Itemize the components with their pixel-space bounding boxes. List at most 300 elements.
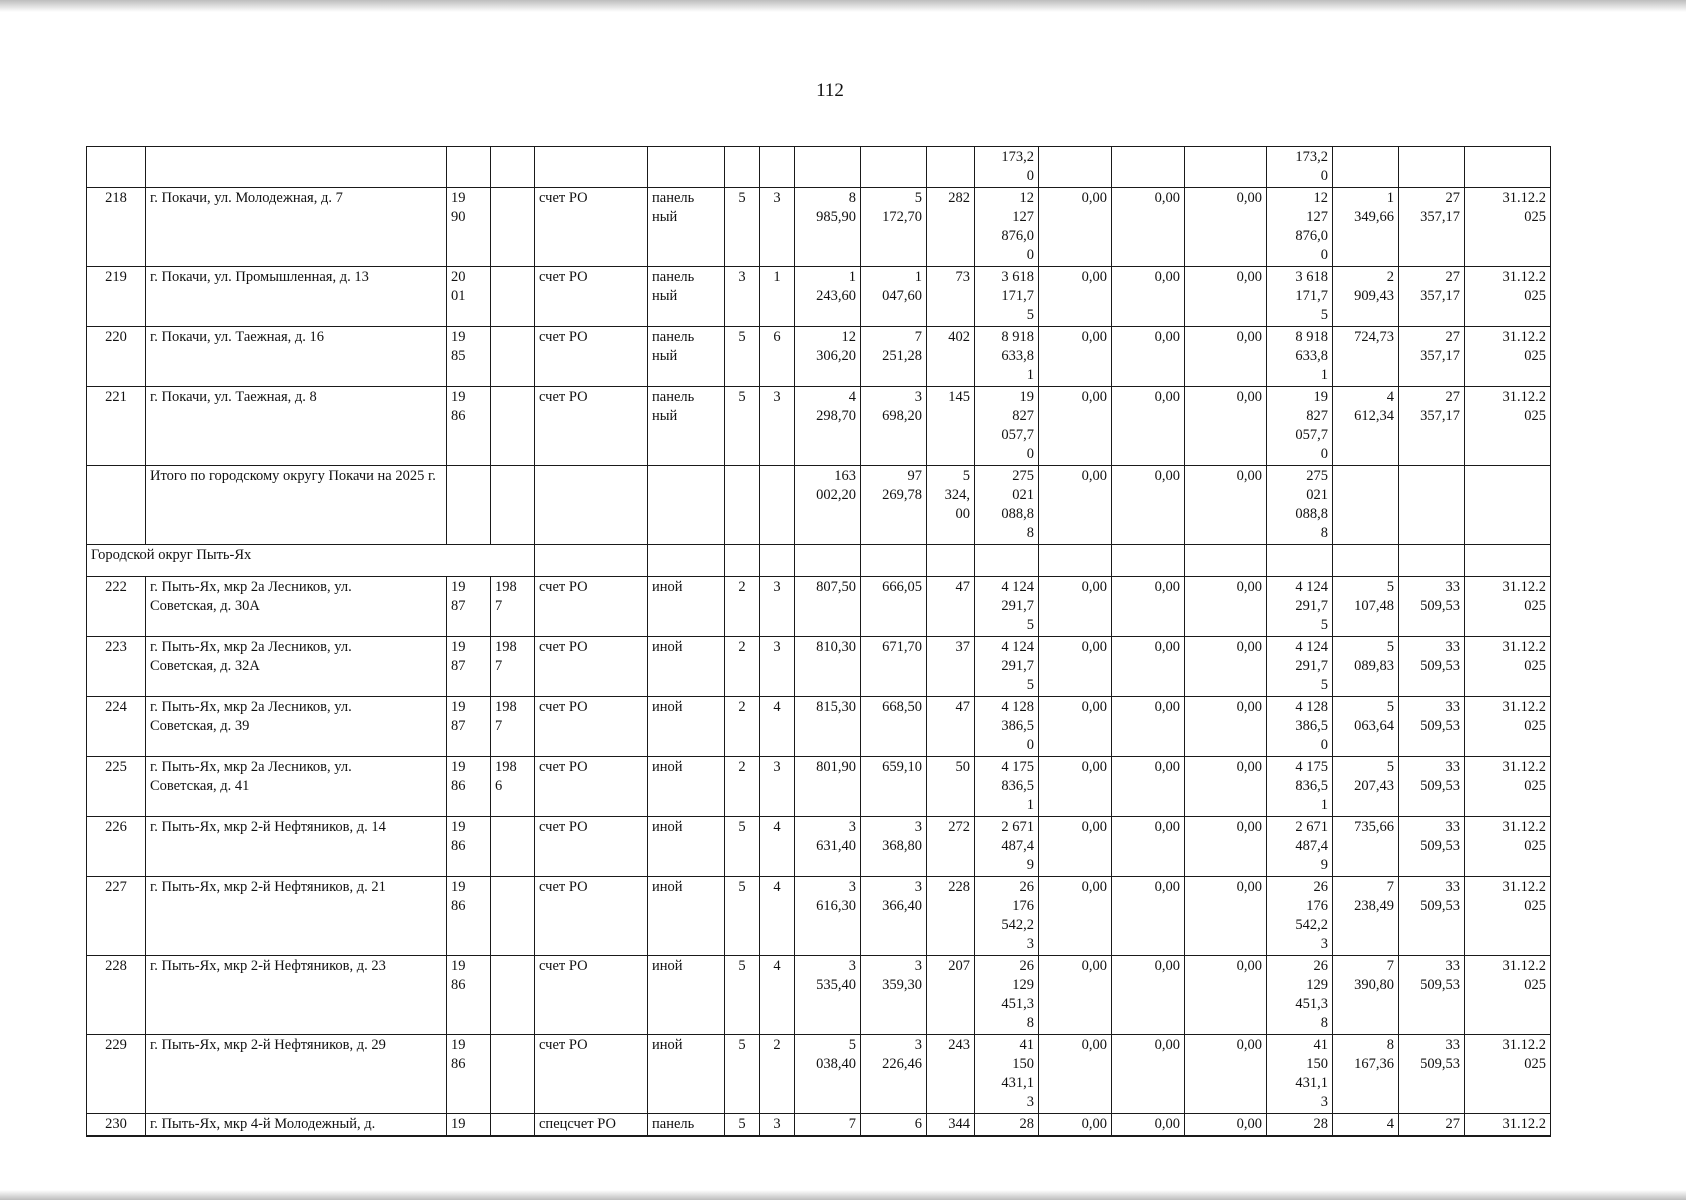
- cell-deadline: 31.12.2: [1465, 1114, 1551, 1137]
- cell-fund-method: счет РО: [535, 817, 648, 877]
- capital-repair-table: [86, 146, 1551, 1137]
- cell-address: г. Пыть-Ях, мкр 2-й Нефтяников, д. 29: [146, 1035, 447, 1114]
- cell-cost-federal: 0,00: [1039, 757, 1112, 817]
- cell-cost-federal: 0,00: [1039, 466, 1112, 545]
- cell-residential-area: 1 047,60: [861, 267, 927, 327]
- cell-wall-material: панель ный: [648, 188, 725, 267]
- cell-num: 230: [87, 1114, 146, 1137]
- cell-wall-material: иной: [648, 697, 725, 757]
- section-row: [87, 545, 1551, 577]
- cell-cost-owners: 26 129 451,3 8: [1267, 956, 1333, 1035]
- cell-wall-material: панель ный: [648, 327, 725, 387]
- cell-residents: 228: [927, 877, 975, 956]
- cell-limit-cost: 33 509,53: [1399, 577, 1465, 637]
- cell-residents: 402: [927, 327, 975, 387]
- cell-num: 218: [87, 188, 146, 267]
- table-body: [87, 147, 1551, 1137]
- cell-floors: [725, 147, 760, 188]
- cell-unit-cost: 7 390,80: [1333, 956, 1399, 1035]
- cell-residential-area: 3 359,30: [861, 956, 927, 1035]
- cell-cost-local: 0,00: [1185, 1035, 1267, 1114]
- cell-year-commission: [491, 956, 535, 1035]
- cell-cost-federal: 0,00: [1039, 267, 1112, 327]
- cell-fund-method: [535, 147, 648, 188]
- cell-cost-regional: 0,00: [1112, 466, 1185, 545]
- section-title: Городской округ Пыть-Ях: [87, 545, 535, 577]
- cell-floors: 5: [725, 817, 760, 877]
- cell-deadline: 31.12.2 025: [1465, 956, 1551, 1035]
- cell-residents: 50: [927, 757, 975, 817]
- cell-year-built: 19 87: [447, 577, 491, 637]
- cell-wall-material: иной: [648, 577, 725, 637]
- empty-cell: [1112, 545, 1185, 577]
- cell-cost-federal: 0,00: [1039, 1035, 1112, 1114]
- cell-address: г. Пыть-Ях, мкр 2-й Нефтяников, д. 21: [146, 877, 447, 956]
- cell-total-area: 1 243,60: [795, 267, 861, 327]
- cell-wall-material: [648, 147, 725, 188]
- cell-total-area: 3 616,30: [795, 877, 861, 956]
- cell-entrances: 4: [760, 817, 795, 877]
- cell-cost-owners: 12 127 876,0 0: [1267, 188, 1333, 267]
- cell-floors: 2: [725, 757, 760, 817]
- cell-residential-area: 671,70: [861, 637, 927, 697]
- cell-fund-method: счет РО: [535, 697, 648, 757]
- empty-cell: [861, 545, 927, 577]
- cell-year-built: 19 90: [447, 188, 491, 267]
- cell-floors: 5: [725, 877, 760, 956]
- cell-residents: 282: [927, 188, 975, 267]
- empty-cell: [87, 466, 146, 545]
- cell-total-cost: 26 176 542,2 3: [975, 877, 1039, 956]
- table-row: [87, 267, 1551, 327]
- cell-deadline: 31.12.2 025: [1465, 877, 1551, 956]
- cell-num: 224: [87, 697, 146, 757]
- cell-cost-owners: 41 150 431,1 3: [1267, 1035, 1333, 1114]
- cell-cost-regional: 0,00: [1112, 817, 1185, 877]
- cell-residential-area: 3 698,20: [861, 387, 927, 466]
- cell-total-area: 8 985,90: [795, 188, 861, 267]
- cell-wall-material: панель ный: [648, 387, 725, 466]
- cell-total-area: 3 535,40: [795, 956, 861, 1035]
- cell-residential-area: 3 368,80: [861, 817, 927, 877]
- cell-unit-cost: 2 909,43: [1333, 267, 1399, 327]
- cell-residents: 145: [927, 387, 975, 466]
- cell-num: 219: [87, 267, 146, 327]
- empty-cell: [1267, 545, 1333, 577]
- cell-limit-cost: 27 357,17: [1399, 327, 1465, 387]
- empty-cell: [1399, 545, 1465, 577]
- cell-residential-area: [861, 147, 927, 188]
- cell-total-cost: 12 127 876,0 0: [975, 188, 1039, 267]
- cell-fund-method: счет РО: [535, 956, 648, 1035]
- cell-entrances: 6: [760, 327, 795, 387]
- cell-floors: 5: [725, 327, 760, 387]
- cell-limit-cost: 27 357,17: [1399, 387, 1465, 466]
- cell-deadline: 31.12.2 025: [1465, 387, 1551, 466]
- cell-cost-local: [1185, 147, 1267, 188]
- cell-year-built: 19 85: [447, 327, 491, 387]
- cell-num: 222: [87, 577, 146, 637]
- cell-deadline: 31.12.2 025: [1465, 188, 1551, 267]
- cell-cost-federal: [1039, 147, 1112, 188]
- cell-deadline: 31.12.2 025: [1465, 637, 1551, 697]
- cell-num: 220: [87, 327, 146, 387]
- empty-cell: [535, 545, 648, 577]
- cell-total-area: [795, 147, 861, 188]
- cell-wall-material: иной: [648, 817, 725, 877]
- cell-year-commission: 198 7: [491, 577, 535, 637]
- cell-unit-cost: 8 167,36: [1333, 1035, 1399, 1114]
- cell-cost-local: 0,00: [1185, 1114, 1267, 1137]
- cell-address: г. Пыть-Ях, мкр 2-й Нефтяников, д. 14: [146, 817, 447, 877]
- cell-floors: 5: [725, 956, 760, 1035]
- cell-residential-area: 5 172,70: [861, 188, 927, 267]
- cell-cost-regional: 0,00: [1112, 188, 1185, 267]
- cell-year-commission: [491, 147, 535, 188]
- cell-total-area: 815,30: [795, 697, 861, 757]
- table-row: [87, 637, 1551, 697]
- cell-address: г. Покачи, ул. Промышленная, д. 13: [146, 267, 447, 327]
- cell-address: г. Покачи, ул. Таежная, д. 8: [146, 387, 447, 466]
- cell-year-built: 19: [447, 1114, 491, 1137]
- empty-cell: [1465, 545, 1551, 577]
- table-row: [87, 697, 1551, 757]
- cell-address: г. Пыть-Ях, мкр 2а Лесников, ул. Советская, д. 41: [146, 757, 447, 817]
- cell-total-area: 3 631,40: [795, 817, 861, 877]
- cell-total-cost: 8 918 633,8 1: [975, 327, 1039, 387]
- cell-residents: 243: [927, 1035, 975, 1114]
- cell-cost-owners: 2 671 487,4 9: [1267, 817, 1333, 877]
- cell-residents: 5 324, 00: [927, 466, 975, 545]
- empty-cell: [648, 545, 725, 577]
- cell-fund-method: счет РО: [535, 757, 648, 817]
- cell-deadline: 31.12.2 025: [1465, 817, 1551, 877]
- cell-cost-local: 0,00: [1185, 817, 1267, 877]
- cell-total-cost: 28: [975, 1114, 1039, 1137]
- cell-total-cost: 4 175 836,5 1: [975, 757, 1039, 817]
- cell-fund-method: счет РО: [535, 637, 648, 697]
- cell-total-cost: 2 671 487,4 9: [975, 817, 1039, 877]
- cell-num: 229: [87, 1035, 146, 1114]
- cell-cost-federal: 0,00: [1039, 1114, 1112, 1137]
- table-row: [87, 817, 1551, 877]
- cell-unit-cost: 5 063,64: [1333, 697, 1399, 757]
- cell-cost-regional: [1112, 147, 1185, 188]
- empty-cell: [1333, 466, 1399, 545]
- cell-cost-owners: 4 128 386,5 0: [1267, 697, 1333, 757]
- cell-entrances: 2: [760, 1035, 795, 1114]
- cell-entrances: 4: [760, 697, 795, 757]
- cell-cost-local: 0,00: [1185, 577, 1267, 637]
- cell-year-commission: [491, 267, 535, 327]
- empty-cell: [447, 466, 491, 545]
- cell-total-area: 12 306,20: [795, 327, 861, 387]
- cell-limit-cost: 33 509,53: [1399, 757, 1465, 817]
- cell-num: 225: [87, 757, 146, 817]
- cell-total-cost: 19 827 057,7 0: [975, 387, 1039, 466]
- empty-cell: [927, 545, 975, 577]
- cell-entrances: 3: [760, 1114, 795, 1137]
- cell-year-commission: [491, 817, 535, 877]
- empty-cell: [760, 466, 795, 545]
- cell-num: [87, 147, 146, 188]
- cell-address: г. Пыть-Ях, мкр 2-й Нефтяников, д. 23: [146, 956, 447, 1035]
- table-row: [87, 757, 1551, 817]
- cell-floors: 3: [725, 267, 760, 327]
- cell-num: 228: [87, 956, 146, 1035]
- cell-deadline: 31.12.2 025: [1465, 577, 1551, 637]
- table-row: [87, 188, 1551, 267]
- empty-cell: [795, 545, 861, 577]
- cell-total-area: 7: [795, 1114, 861, 1137]
- empty-cell: [491, 466, 535, 545]
- cell-deadline: 31.12.2 025: [1465, 1035, 1551, 1114]
- cell-year-built: 19 86: [447, 817, 491, 877]
- cell-limit-cost: 33 509,53: [1399, 697, 1465, 757]
- cell-entrances: 3: [760, 637, 795, 697]
- cell-limit-cost: 27 357,17: [1399, 267, 1465, 327]
- cell-cost-regional: 0,00: [1112, 1114, 1185, 1137]
- cell-cost-local: 0,00: [1185, 188, 1267, 267]
- cell-cost-regional: 0,00: [1112, 577, 1185, 637]
- cell-residents: 47: [927, 697, 975, 757]
- cell-limit-cost: 33 509,53: [1399, 637, 1465, 697]
- cell-residents: [927, 147, 975, 188]
- cell-total-area: 810,30: [795, 637, 861, 697]
- cell-cost-regional: 0,00: [1112, 1035, 1185, 1114]
- cell-cost-owners: 8 918 633,8 1: [1267, 327, 1333, 387]
- empty-cell: [1039, 545, 1112, 577]
- cell-limit-cost: 27 357,17: [1399, 188, 1465, 267]
- empty-cell: [725, 545, 760, 577]
- cell-limit-cost: 33 509,53: [1399, 817, 1465, 877]
- cell-address: г. Пыть-Ях, мкр 4-й Молодежный, д.: [146, 1114, 447, 1137]
- cell-total-area: 801,90: [795, 757, 861, 817]
- cell-cost-federal: 0,00: [1039, 877, 1112, 956]
- cell-cost-owners: 28: [1267, 1114, 1333, 1137]
- cell-total-area: 807,50: [795, 577, 861, 637]
- cell-limit-cost: 33 509,53: [1399, 956, 1465, 1035]
- cell-year-built: 19 86: [447, 1035, 491, 1114]
- cell-year-commission: [491, 1114, 535, 1137]
- cell-floors: 5: [725, 1035, 760, 1114]
- empty-cell: [1465, 466, 1551, 545]
- cell-cost-regional: 0,00: [1112, 637, 1185, 697]
- cell-cost-owners: 173,2 0: [1267, 147, 1333, 188]
- cell-limit-cost: [1399, 147, 1465, 188]
- cell-cost-regional: 0,00: [1112, 757, 1185, 817]
- cell-fund-method: счет РО: [535, 327, 648, 387]
- cell-year-commission: [491, 1035, 535, 1114]
- cell-cost-federal: 0,00: [1039, 697, 1112, 757]
- cell-num: 227: [87, 877, 146, 956]
- cell-entrances: 3: [760, 577, 795, 637]
- cell-cost-federal: 0,00: [1039, 817, 1112, 877]
- cell-year-built: [447, 147, 491, 188]
- cell-year-commission: 198 7: [491, 637, 535, 697]
- cell-floors: 5: [725, 188, 760, 267]
- cell-unit-cost: 7 238,49: [1333, 877, 1399, 956]
- cell-cost-regional: 0,00: [1112, 267, 1185, 327]
- empty-cell: [1185, 545, 1267, 577]
- cell-residential-area: 7 251,28: [861, 327, 927, 387]
- empty-cell: [760, 545, 795, 577]
- cell-wall-material: иной: [648, 1035, 725, 1114]
- cell-cost-federal: 0,00: [1039, 387, 1112, 466]
- cell-total-area: 163 002,20: [795, 466, 861, 545]
- cell-year-built: 19 86: [447, 877, 491, 956]
- cell-floors: 5: [725, 1114, 760, 1137]
- cell-cost-owners: 4 124 291,7 5: [1267, 637, 1333, 697]
- cell-wall-material: иной: [648, 757, 725, 817]
- cell-fund-method: счет РО: [535, 877, 648, 956]
- cell-cost-federal: 0,00: [1039, 956, 1112, 1035]
- cell-fund-method: счет РО: [535, 387, 648, 466]
- cell-num: 221: [87, 387, 146, 466]
- cell-cost-local: 0,00: [1185, 267, 1267, 327]
- table-row: [87, 1114, 1551, 1137]
- cell-entrances: 3: [760, 757, 795, 817]
- cell-cost-local: 0,00: [1185, 757, 1267, 817]
- cell-wall-material: панель: [648, 1114, 725, 1137]
- cell-floors: 2: [725, 637, 760, 697]
- cell-fund-method: спецсчет РО: [535, 1114, 648, 1137]
- cell-unit-cost: 4: [1333, 1114, 1399, 1137]
- empty-cell: [725, 466, 760, 545]
- empty-cell: [1333, 545, 1399, 577]
- cell-address: г. Пыть-Ях, мкр 2а Лесников, ул. Советская, д. 39: [146, 697, 447, 757]
- cell-unit-cost: [1333, 147, 1399, 188]
- cell-residential-area: 666,05: [861, 577, 927, 637]
- total-label: Итого по городскому округу Покачи на 2025 г.: [146, 466, 447, 545]
- cell-fund-method: счет РО: [535, 267, 648, 327]
- table-row: [87, 147, 1551, 188]
- cell-cost-federal: 0,00: [1039, 637, 1112, 697]
- cell-floors: 2: [725, 697, 760, 757]
- cell-total-cost: 4 124 291,7 5: [975, 637, 1039, 697]
- cell-year-commission: [491, 188, 535, 267]
- cell-total-cost: 3 618 171,7 5: [975, 267, 1039, 327]
- cell-cost-regional: 0,00: [1112, 956, 1185, 1035]
- cell-unit-cost: 724,73: [1333, 327, 1399, 387]
- cell-year-commission: [491, 327, 535, 387]
- cell-entrances: 4: [760, 956, 795, 1035]
- cell-year-built: 19 86: [447, 757, 491, 817]
- table-row: [87, 387, 1551, 466]
- cell-residents: 272: [927, 817, 975, 877]
- empty-cell: [535, 466, 648, 545]
- cell-cost-owners: 4 175 836,5 1: [1267, 757, 1333, 817]
- cell-cost-local: 0,00: [1185, 877, 1267, 956]
- cell-unit-cost: 735,66: [1333, 817, 1399, 877]
- cell-cost-regional: 0,00: [1112, 877, 1185, 956]
- cell-cost-federal: 0,00: [1039, 577, 1112, 637]
- cell-entrances: 3: [760, 188, 795, 267]
- cell-residents: 47: [927, 577, 975, 637]
- cell-address: г. Покачи, ул. Таежная, д. 16: [146, 327, 447, 387]
- cell-address: г. Покачи, ул. Молодежная, д. 7: [146, 188, 447, 267]
- cell-wall-material: иной: [648, 637, 725, 697]
- cell-cost-owners: 19 827 057,7 0: [1267, 387, 1333, 466]
- table-row: [87, 327, 1551, 387]
- cell-residential-area: 3 226,46: [861, 1035, 927, 1114]
- empty-cell: [648, 466, 725, 545]
- cell-year-built: 19 86: [447, 956, 491, 1035]
- cell-deadline: 31.12.2 025: [1465, 757, 1551, 817]
- cell-cost-federal: 0,00: [1039, 188, 1112, 267]
- cell-address: г. Пыть-Ях, мкр 2а Лесников, ул. Советская, д. 30А: [146, 577, 447, 637]
- cell-cost-federal: 0,00: [1039, 327, 1112, 387]
- cell-entrances: 4: [760, 877, 795, 956]
- empty-cell: [1399, 466, 1465, 545]
- cell-cost-owners: 4 124 291,7 5: [1267, 577, 1333, 637]
- cell-cost-owners: 26 176 542,2 3: [1267, 877, 1333, 956]
- cell-cost-local: 0,00: [1185, 466, 1267, 545]
- cell-residents: 344: [927, 1114, 975, 1137]
- cell-entrances: [760, 147, 795, 188]
- total-row: [87, 466, 1551, 545]
- cell-year-built: 19 87: [447, 697, 491, 757]
- cell-total-cost: 4 124 291,7 5: [975, 577, 1039, 637]
- page-number: 112: [816, 80, 844, 101]
- cell-unit-cost: 5 207,43: [1333, 757, 1399, 817]
- cell-unit-cost: 5 107,48: [1333, 577, 1399, 637]
- cell-total-cost: 275 021 088,8 8: [975, 466, 1039, 545]
- cell-total-area: 4 298,70: [795, 387, 861, 466]
- cell-residential-area: 659,10: [861, 757, 927, 817]
- cell-residents: 37: [927, 637, 975, 697]
- cell-address: [146, 147, 447, 188]
- cell-deadline: [1465, 147, 1551, 188]
- scan-edge-bottom: [0, 1190, 1686, 1200]
- cell-entrances: 1: [760, 267, 795, 327]
- cell-residential-area: 6: [861, 1114, 927, 1137]
- cell-unit-cost: 1 349,66: [1333, 188, 1399, 267]
- cell-cost-local: 0,00: [1185, 387, 1267, 466]
- cell-total-cost: 173,2 0: [975, 147, 1039, 188]
- table-row: [87, 877, 1551, 956]
- cell-entrances: 3: [760, 387, 795, 466]
- cell-cost-local: 0,00: [1185, 637, 1267, 697]
- cell-residential-area: 3 366,40: [861, 877, 927, 956]
- table-row: [87, 1035, 1551, 1114]
- cell-total-cost: 26 129 451,3 8: [975, 956, 1039, 1035]
- cell-limit-cost: 33 509,53: [1399, 1035, 1465, 1114]
- cell-unit-cost: 5 089,83: [1333, 637, 1399, 697]
- cell-year-built: 20 01: [447, 267, 491, 327]
- cell-wall-material: иной: [648, 877, 725, 956]
- cell-year-built: 19 86: [447, 387, 491, 466]
- cell-cost-local: 0,00: [1185, 327, 1267, 387]
- cell-deadline: 31.12.2 025: [1465, 697, 1551, 757]
- cell-floors: 5: [725, 387, 760, 466]
- cell-year-commission: [491, 877, 535, 956]
- cell-num: 226: [87, 817, 146, 877]
- cell-cost-regional: 0,00: [1112, 327, 1185, 387]
- cell-cost-owners: 275 021 088,8 8: [1267, 466, 1333, 545]
- cell-cost-local: 0,00: [1185, 697, 1267, 757]
- cell-residents: 73: [927, 267, 975, 327]
- cell-year-built: 19 87: [447, 637, 491, 697]
- cell-address: г. Пыть-Ях, мкр 2а Лесников, ул. Советская, д. 32А: [146, 637, 447, 697]
- cell-deadline: 31.12.2 025: [1465, 327, 1551, 387]
- cell-total-area: 5 038,40: [795, 1035, 861, 1114]
- cell-fund-method: счет РО: [535, 577, 648, 637]
- cell-fund-method: счет РО: [535, 1035, 648, 1114]
- cell-residential-area: 97 269,78: [861, 466, 927, 545]
- cell-cost-regional: 0,00: [1112, 387, 1185, 466]
- scan-edge-top: [0, 0, 1686, 12]
